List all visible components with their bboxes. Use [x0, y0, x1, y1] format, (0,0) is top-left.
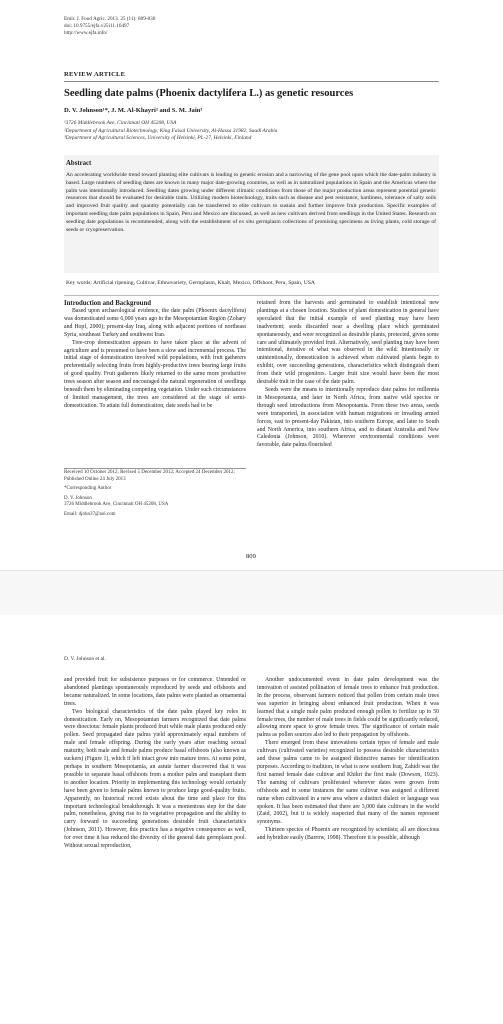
affiliation-3: ³Department of Agricultural Sciences, University of Helsinki, PL-27, Helsinki, Finland [64, 135, 252, 141]
keywords: Key words: Artificial ripening, Cultivar, Ethnovariety, Germplasm, Khalt, Mexico, Offshoot, Peru, Spain, USA [66, 280, 315, 286]
corresponding-address: 3726 Middlebrook Ave, Cincinnati OH 45208, USA [64, 502, 169, 508]
paragraph: retained from the harvests and germinated to establish intentional new plantings at a chosen location. Studies of plant domestication in general have speculated that the initial example of seed planting may have been inadvertent; seeds discarded near a dwelling place which germinated spontaneously, and were recognized as desirable plants, protected, given some care and ultimately provided fruit. Alternatively, seed planting may have been intentional, iterative of what was observed in the wild. Intentionally or unintentionally, domestication is achieved when cultivated plants begin to exhibit, over succeeding generations, characteristics which distinguish them from their wild progenitors. Larger fruit size would have been the most desirable trait in the case of the date palm. [257, 300, 439, 386]
header-rule [64, 81, 439, 82]
paragraph: and provided fruit for subsistence purposes or for commerce. Untended or abandoned plantings spontaneously reproduced by seeds and offshoots and became naturalized. In some locations, date palms were planted as ornamental trees. [64, 677, 246, 707]
paragraph: Two biological characteristics of the date palm played key roles in domestication. Early on, Mesopotamian farmers recognized that date palms were dioecious: female plants produced fruit while male plants produced only pollen. Seed propagated date palms yield approximately equal numbers of male and female offspring. During the early years after reaching sexual maturity, both male and female palms produce basal offshoots (also known as suckers) (Figure 1), which if left intact grow into mature trees. At some point, perhaps in southern Mesopotamia, an astute farmer discovered that it was possible to separate basal offshoots from a mother palm and transplant them to another location. Priority in implementing this technology would certainly have been given to female palms known to produce large good-quality fruits. Apparently, no historical record exists about the time and place for this important technological breakthrough. It was a momentous step for the date palm, nonetheless, giving rise to its vegetative propagation and the ability to carry forward to succeeding generations desirable fruit characteristics (Johnson, 2011). However, this practice has a negative consequence as well, for over time it has reduced the diversity of the general date germplasm pool. Without sexual reproduction, [64, 708, 246, 850]
right-column [257, 300, 439, 450]
abstract-text: An accelerating worldwide trend toward planting elite cultivars is leading to genetic erosion and a narrowing of the gene pool upon which the date-palm industry is based. Large numbers of seedling dates are known in many major date-growing countries, as well as in naturalized populations in Spain and the Americas where the palm was intentionally introduced. Seedling dates growing under different climatic conditions from those of the major production areas represent potential genetic resources that should be evaluated for desirable traits. Utilizing modern biotechnology, traits such as disease and pest resistance, hardiness, tolerance of salty soils and improved fruit quality and quantity potentially can be transferred to elite cultivars to sustain and further improve fruit production. Specific examples of important seedling date palm populations in Spain, Peru and Mexico are discussed, as well as new cultivars derived from seedlings in the United States. Research on seedling date populations is recommended, along with the establishment of ex situ germplasm collections of promising specimens as living plants, cold storage of seeds or cryopreservation. [66, 172, 436, 233]
abstract-heading: Abstract [66, 160, 92, 167]
section-heading: Introduction and Background [64, 300, 152, 307]
paragraph: Another undocumented event in date palm development was the innovation of assisted pollination of female trees to enhance fruit production. In the process, observant farmers noticed that pollen from certain male trees was superior in bringing about enhanced fruit production. When it was learned that a single male palm produced enough pollen to fertilize up to 50 female trees, the number of male trees in fields could be significantly reduced, allowing more space to grow female trees. The significance of certain male palms as pollen sources also led to their propagation by offshoots. [257, 677, 439, 739]
journal-citation: Emir. J. Food Agric. 2013. 25 (11): 809-830 [64, 16, 156, 22]
page-gap [0, 570, 503, 617]
corresponding-email: Email: djohn37@aol.com [64, 511, 116, 517]
paragraph: Tree-crop domestication appears to have taken place at the advent of agriculture and is presumed to have been a slow and incremental process. The initial stage of domestication involved wild populations, with fruit gatherers preferentially selecting fruits from highly-productive trees bearing large fruits of good quality. Fruit gatherers likely returned to the same more productive trees season after season and encouraged the natural regeneration of seedlings beneath them by eliminating competing vegetation. Under such circumstances of limited management, the trees are considered at the stage of semi-domestication. To attain full domestication, date seeds had to be [64, 339, 246, 409]
footnote-rule [64, 468, 246, 469]
paragraph: Seeds were the means to intentionally reproduce date palms for millennia in Mesopotamia, and later in North Africa, from native wild species or through seed introductions from Mesopotamia. From these two areas, seeds were transported, in association with human migrations or invading armed forces, east to present-day Pakistan, into southern Europe, and later to South and North America, into southern Africa, and to distant Australia and New Caledonia (Johnson, 2010). Wherever environmental conditions were favorable, date palms flourished [257, 386, 439, 449]
affiliations [64, 120, 278, 143]
left-column [64, 300, 246, 411]
left-column [64, 677, 246, 851]
page-number: 809 [246, 553, 256, 560]
abstract-rule [64, 295, 439, 296]
paragraph: Thirteen species of Phoenix are recognized by scientists; all are dioecious and hybridize easily (Barrow, 1998). Therefore it is possible, although [257, 827, 439, 842]
article-type: REVIEW ARTICLE [64, 71, 126, 78]
journal-header [64, 16, 155, 37]
paragraph: There emerged from these innovations certain types of female and male cultivars (cultivated varieties) recognized to possess desirable characteristics and those palms came to be assigned distinctive names for identification purposes. According to tradition, in what is now southern Iraq, Zahidi was the first named female date cultivar and Khikri the first male (Dowson, 1923). The naming of cultivars proliferated wherever dates were grown from offshoots and in some instances the same cultivar was assigned a different name when cultivated in a new area where a distinct dialect or language was spoken. It has been estimated that there are 3,000 date cultivars in the world (Zaid, 2002), but it is widely suspected that many of the names represent synonyms. [257, 740, 439, 826]
affiliation-2: ²Department of Agricultural Biotechnology, King Faisal University, Al-Hassa 31982, Saudi Arabia [64, 127, 278, 134]
corresponding-label: *Corresponding Author [64, 486, 112, 492]
journal-doi: doi: 10.9755/ejfa.v25i11.16497 [64, 23, 130, 29]
paragraph: Based upon archaeological evidence, the date palm (Phoenix dactylifera) was domesticated some 6,000 years ago in the Mesopotamian Region (Zohary and Hopf, 2000); present-day Iraq, along with adjacent portions of northeast Syria, southeast Turkey and southwest Iran. [64, 308, 246, 338]
right-column [257, 677, 439, 843]
footnote [64, 470, 246, 519]
journal-url: http://www.ejfa.info/ [64, 30, 108, 36]
affiliation-1: ¹3726 Middlebrook Ave, Cincinnati OH 45208, USA [64, 120, 177, 126]
article-authors: D. V. Johnson¹*, J. M. Al-Khayri² and S. M. Jain³ [64, 107, 203, 114]
journal-page-810 [0, 615, 503, 1024]
running-head: D. V. Johnson et al. [64, 656, 106, 662]
received-dates: Received 10 October 2012; Revised 5 December 2012; Accepted 24 December 2012; Published Online 24 July 2013 [64, 470, 235, 482]
corresponding-name: D. V. Johnson [64, 495, 92, 501]
article-title: Seedling date palms (Phoenix dactylifera L.) as genetic resources [64, 88, 354, 99]
